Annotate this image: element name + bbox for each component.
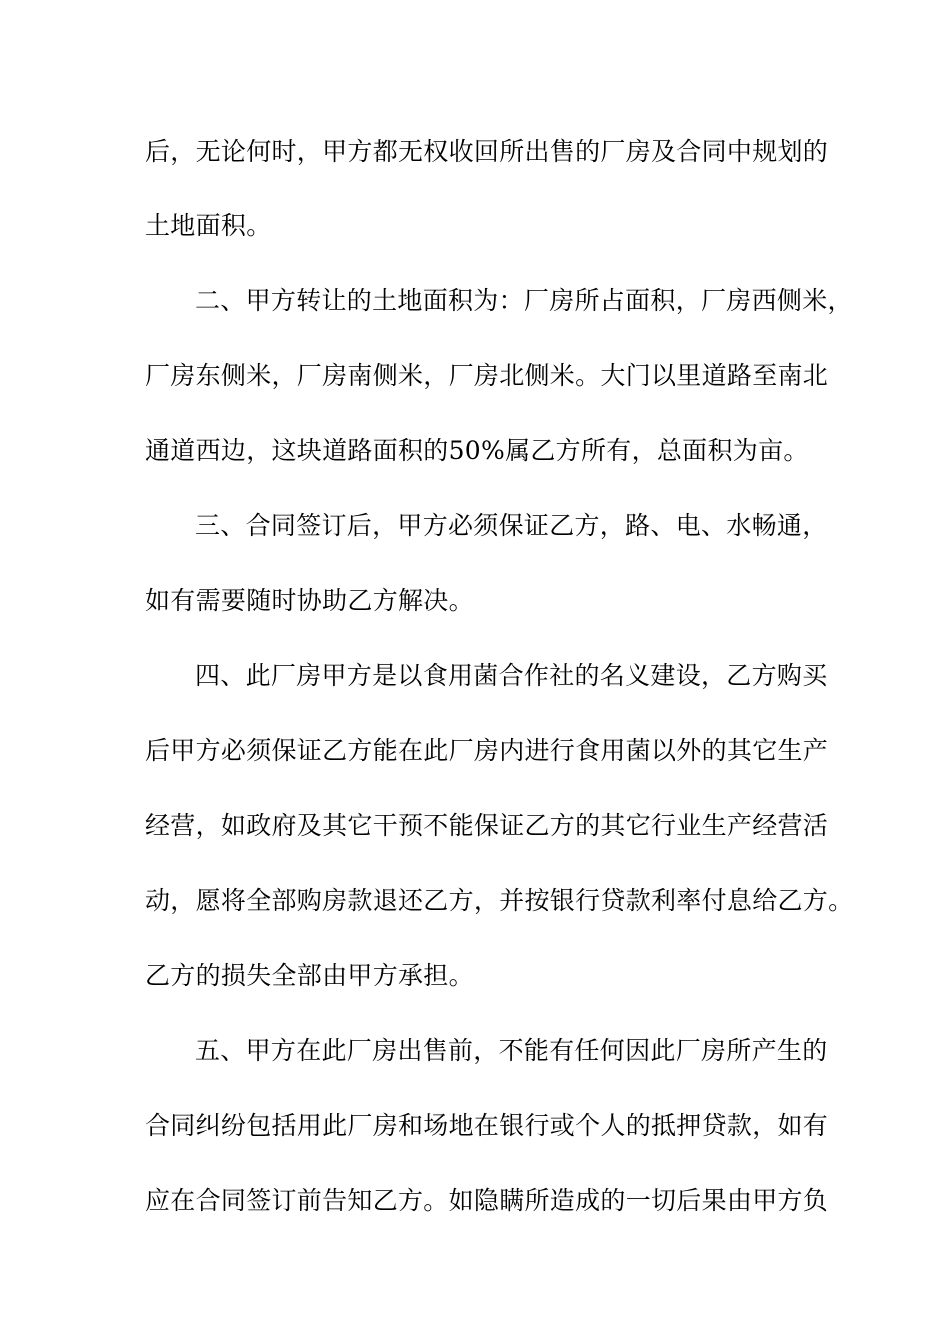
paragraph-3-start: 三、合同签订后，甲方必须保证乙方，路、电、水畅通，	[195, 511, 828, 540]
text-line: 合同纠纷包括用此厂房和场地在银行或个人的抵押贷款，如有	[145, 1111, 829, 1140]
text-line: 土地面积。	[145, 211, 272, 240]
text-line: 后甲方必须保证乙方能在此厂房内进行食用菌以外的其它生产	[145, 736, 829, 765]
text-line: 经营，如政府及其它干预不能保证乙方的其它行业生产经营活	[145, 811, 829, 840]
text-line: 后，无论何时，甲方都无权收回所出售的厂房及合同中规划的	[145, 137, 829, 166]
paragraph-2-start: 二、甲方转让的土地面积为：厂房所占面积，厂房西侧米，	[195, 286, 853, 315]
paragraph-4-start: 四、此厂房甲方是以食用菌合作社的名义建设，乙方购买	[195, 661, 828, 690]
text-line: 应在合同签订前告知乙方。如隐瞒所造成的一切后果由甲方负	[145, 1186, 829, 1215]
text-line: 厂房东侧米，厂房南侧米，厂房北侧米。大门以里道路至南北	[145, 361, 829, 390]
paragraph-5-start: 五、甲方在此厂房出售前，不能有任何因此厂房所产生的	[195, 1036, 828, 1065]
text-line: 动，愿将全部购房款退还乙方，并按银行贷款利率付息给乙方。	[145, 886, 854, 915]
text-line: 乙方的损失全部由甲方承担。	[145, 961, 474, 990]
text-line: 如有需要随时协助乙方解决。	[145, 586, 474, 615]
text-line: 通道西边，这块道路面积的50%属乙方所有，总面积为亩。	[145, 436, 809, 465]
